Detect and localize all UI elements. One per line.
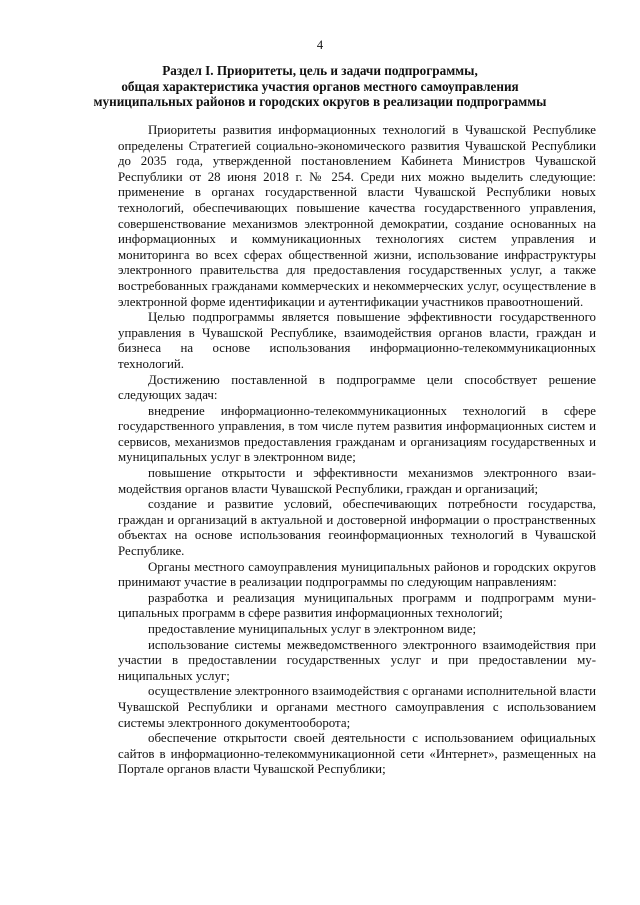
- paragraph-direction-item: разработка и реализация муниципальных программ и подпрограмм муниципальных программ в сфере развития информационных технологий;: [118, 590, 596, 621]
- paragraph-task-item: повышение открытости и эффективности механизмов электронного взаимодействия органов власти Чувашской Республики, граждан и организаций;: [118, 466, 596, 496]
- paragraph-goal: Целью подпрограммы является повышение эффективности государственного управления в Чувашской Республике, взаимодействия органов власти, граждан и бизнеса на основе использования информационно-телекоммуникационных технологий.: [118, 310, 596, 371]
- paragraph-task-item: создание и развитие условий, обеспечивающих потребности государства, граждан и организаций в актуальной и достоверной информации о пространственных объектах на основе использования геоинформационных технологий в Чувашской Республике.: [118, 497, 596, 559]
- section-heading: [60, 63, 580, 110]
- section-heading-line: муниципальных районов и городских округов в реализации подпрограммы: [93, 94, 547, 109]
- paragraph-direction-item: предоставление муниципальных услуг в электронном виде;: [148, 622, 477, 636]
- body-text: [118, 123, 596, 778]
- section-heading-line: общая характеристика участия органов местного самоуправления: [121, 78, 519, 94]
- paragraph-direction-item: использование системы межведомственного электронного взаимодействия при участии в предоставлении государственных услуг и при предоставлении муниципальных услуг;: [118, 637, 596, 683]
- paragraph-task-item: внедрение информационно-телекоммуникационных технологий в сфере государственного управления, в том числе путем развития информационных систем и сервисов, механизмов предоставления гражданам и организациям государственных и муниципальных услуг в электронном виде;: [118, 403, 596, 465]
- paragraph-priorities: Приоритеты развития информационных технологий в Чувашской Республике определены Стратегией социально-экономического развития Чувашской Республики до 2035 года, утвержденной постановлением Кабинета Министров Чувашской Республики от 28 июня 2018 г. № 254. Среди них можно выделить следующие: применение в органах государственной власти Чувашской Республики новых технологий, обеспечивающих повышение качества государственного управления, совершенствование механизмов электронной демократии, создание основанных на информационных и коммуникационных технологиях систем управления и мониторинга во всех сферах общественной жизни, использование инфраструктуры электронного правительства для предоставления государственных услуг, а также востребованных гражданами коммерческих и некоммерческих услуг, осуществление в электронной форме идентификации и аутентификации участников правоотношений.: [118, 123, 596, 309]
- section-heading-line: Раздел I. Приоритеты, цель и задачи подпрограммы,: [162, 63, 478, 78]
- paragraph-direction-item: осуществление электронного взаимодействия с органами исполнительной власти Чувашской Республики и органами местного самоуправления с использованием системы электронного документооборота;: [118, 684, 596, 730]
- paragraph-municipal-intro: Органы местного самоуправления муниципальных районов и городских округов принимают участие в реализации подпрограммы по следующим направлениям:: [118, 559, 596, 590]
- paragraph-tasks-intro: Достижению поставленной в подпрограмме цели способствует решение следующих задач:: [118, 372, 596, 403]
- paragraph-direction-item: обеспечение открытости своей деятельности с использованием официальных сайтов в информационно-телекоммуникационной сети «Интернет», размещенных на Портале органов власти Чувашской Республики;: [118, 731, 596, 777]
- page-number: 4: [316, 38, 324, 52]
